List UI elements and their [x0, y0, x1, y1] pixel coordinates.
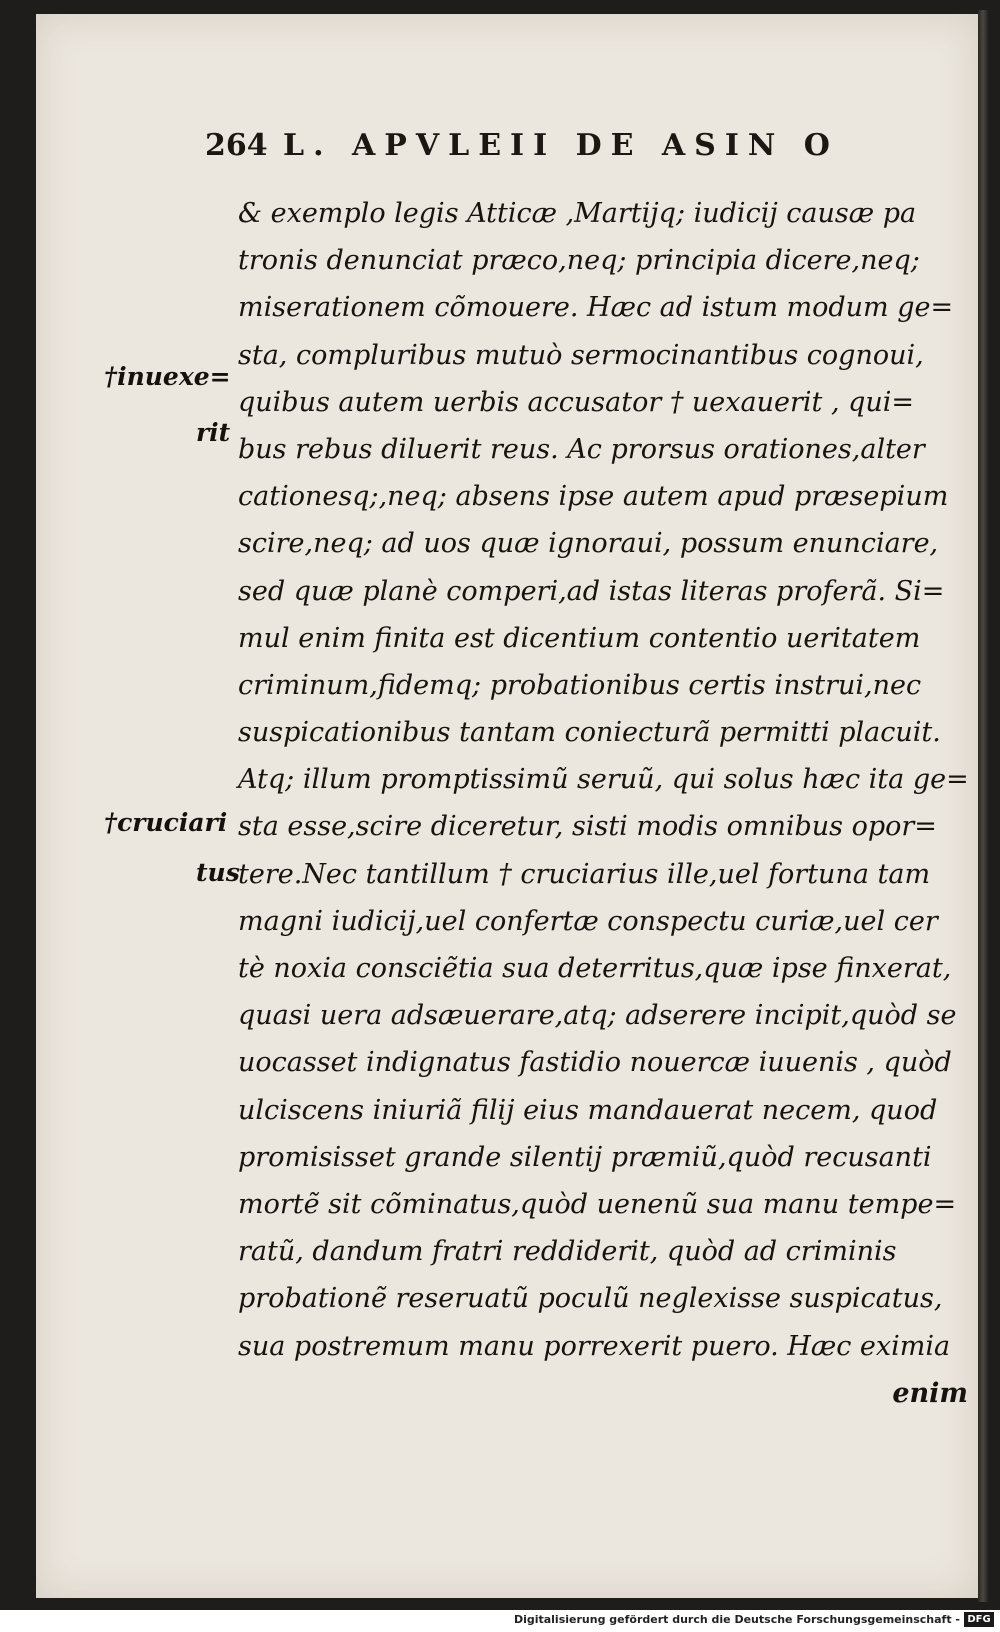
text-line: mul enim finita est dicentium contentio ueritatem	[238, 622, 921, 654]
text-line: bus rebus diluerit reus. Ac prorsus orationes,alter	[238, 433, 925, 465]
margin-note: †cruciari	[104, 808, 228, 837]
text-line: uocasset indignatus fastidio nouercæ iuuenis , quòd	[238, 1047, 952, 1079]
catchword: enim	[892, 1377, 968, 1409]
text-line: miserationem cõmouere. Hæc ad istum modum ge=	[238, 292, 954, 324]
running-title: L. APVLEII DE ASIN O	[283, 128, 839, 163]
text-line: sta, compluribus mutuò sermocinantibus cognoui,	[238, 339, 924, 371]
text-line: criminum,fidemq; probationibus certis instrui,nec	[238, 669, 922, 701]
text-line: mortẽ sit cõminatus,quòd uenenũ sua manu tempe=	[238, 1188, 957, 1220]
text-line: quibus autem uerbis accusator † uexauerit , qui=	[238, 386, 915, 418]
text-line: sta esse,scire diceretur, sisti modis omnibus opor=	[238, 811, 937, 843]
margin-note: rit	[196, 418, 231, 447]
body-text	[238, 190, 968, 1417]
page-edge	[978, 10, 988, 1602]
text-line: & exemplo legis Atticæ ,Martijq; iudicij causæ pa	[238, 198, 917, 229]
text-line: tronis denunciat præco,neq; principia dicere,neq;	[238, 245, 920, 277]
margin-note: †inuexe=	[104, 362, 231, 391]
text-line: tere.Nec tantillum † cruciarius ille,uel fortuna tam	[238, 858, 931, 890]
text-line: quasi uera adsæuerare,atq; adserere incipit,quòd se	[238, 1000, 957, 1032]
dfg-logo: DFG	[964, 1612, 994, 1627]
text-line: ratũ, dandum fratri reddiderit, quòd ad criminis	[238, 1236, 897, 1268]
text-line: suspicationibus tantam coniecturã permitti placuit.	[238, 717, 941, 749]
text-line: tè noxia consciẽtia sua deterritus,quæ ipse finxerat,	[238, 953, 952, 984]
text-line: magni iudicij,uel confertæ conspectu curiæ,uel cer	[238, 905, 938, 937]
margin-note: tus	[196, 858, 240, 887]
footer-credit: Digitalisierung gefördert durch die Deutsche Forschungsgemeinschaft -	[513, 1613, 960, 1626]
text-line: Atq; illum promptissimũ seruũ, qui solus hæc ita ge=	[238, 764, 969, 796]
text-line: ulciscens iniuriã filij eius mandauerat necem, quod	[238, 1094, 938, 1126]
page-number: 264	[205, 128, 268, 163]
text-line: promisisset grande silentij præmiũ,quòd recusanti	[238, 1141, 932, 1173]
text-line: probationẽ reseruatũ poculũ neglexisse suspicatus,	[238, 1283, 943, 1315]
text-line: sed quæ planè comperi,ad istas literas proferã. Si=	[238, 575, 945, 607]
text-line: scire,neq; ad uos quæ ignoraui, possum enunciare,	[238, 528, 939, 560]
text-line: cationesq;,neq; absens ipse autem apud præsepium	[238, 481, 949, 513]
text-line: sua postremum manu porrexerit puero. Hæc eximia	[238, 1330, 951, 1362]
page-header	[205, 128, 865, 178]
